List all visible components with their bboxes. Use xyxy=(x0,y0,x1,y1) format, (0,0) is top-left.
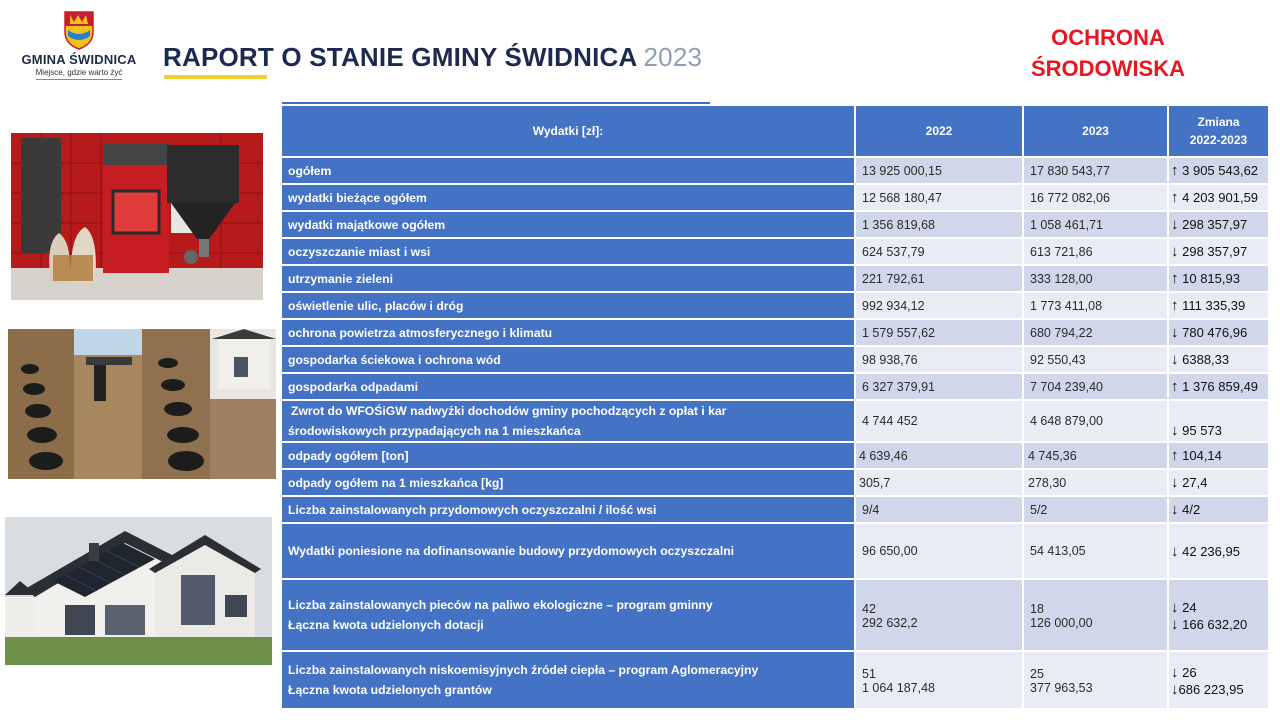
change-value: 4 203 901,59 xyxy=(1182,190,1259,205)
count-2022: 51 xyxy=(862,667,876,681)
change-cell xyxy=(1168,346,1269,373)
value-2023: 17 830 543,77 xyxy=(1023,157,1168,184)
table-row xyxy=(281,496,1269,523)
table-row-stoves xyxy=(281,579,1269,651)
arrow-icon: ↓ xyxy=(1171,216,1179,233)
table-row-agglomeration xyxy=(281,651,1269,709)
table-row xyxy=(281,469,1269,496)
value-2023: 333 128,00 xyxy=(1023,265,1168,292)
change-value: 26 xyxy=(1182,665,1197,680)
row-label: oczyszczanie miast i wsi xyxy=(281,238,855,265)
value-2022: 1 356 819,68 xyxy=(855,211,1023,238)
table-row xyxy=(281,238,1269,265)
change-cell xyxy=(1168,157,1269,184)
arrow-icon: ↑ xyxy=(1171,447,1179,464)
arrow-icon: ↓ xyxy=(1171,599,1179,616)
arrow-icon: ↓ xyxy=(1171,474,1179,491)
arrow-icon: ↓ xyxy=(1171,324,1179,341)
arrow-icon: ↑ xyxy=(1171,297,1179,314)
gmina-logo xyxy=(14,10,144,94)
page-title xyxy=(163,42,702,73)
arrow-icon: ↑ xyxy=(1171,270,1179,287)
row-label: odpady ogółem na 1 mieszkańca [kg] xyxy=(281,469,855,496)
table-row xyxy=(281,184,1269,211)
value-2022: 12 568 180,47 xyxy=(855,184,1023,211)
row-label: ochrona powietrza atmosferycznego i klimatu xyxy=(281,319,855,346)
section-title xyxy=(1010,22,1206,84)
value-2022: 624 537,79 xyxy=(855,238,1023,265)
page-title-text: RAPORT O STANIE GMINY ŚWIDNICA xyxy=(163,42,638,72)
value-2022: 1 579 557,62 xyxy=(855,319,1023,346)
count-change xyxy=(1171,599,1268,616)
change-value: 104,14 xyxy=(1182,448,1222,463)
septic-installation-photo xyxy=(8,329,276,479)
table-header-row xyxy=(281,105,1269,157)
arrow-icon: ↑ xyxy=(1171,189,1179,206)
change-cell xyxy=(1168,496,1269,523)
change-cell xyxy=(1168,651,1269,709)
value-stack xyxy=(862,661,1022,699)
count-2023: 18 xyxy=(1030,602,1044,616)
row-label: wydatki bieżące ogółem xyxy=(281,184,855,211)
column-header-change xyxy=(1168,105,1269,157)
change-cell xyxy=(1168,238,1269,265)
change-cell xyxy=(1168,373,1269,400)
change-value: 42 236,95 xyxy=(1182,543,1240,559)
table-row xyxy=(281,292,1269,319)
value-stack xyxy=(1171,593,1268,637)
table-row xyxy=(281,373,1269,400)
change-cell xyxy=(1168,292,1269,319)
row-label: oświetlenie ulic, placów i dróg xyxy=(281,292,855,319)
value-2023: 680 794,22 xyxy=(1023,319,1168,346)
amount-change xyxy=(1171,616,1268,633)
logo-divider xyxy=(36,79,122,80)
value-2023: 16 772 082,06 xyxy=(1023,184,1168,211)
row-label: gospodarka odpadami xyxy=(281,373,855,400)
logo-tagline: Miejsce, gdzie warto żyć xyxy=(35,68,123,77)
count-2023: 25 xyxy=(1030,667,1044,681)
expenditure-table xyxy=(280,104,1270,710)
arrow-icon: ↓ xyxy=(1171,616,1179,633)
change-value: 111 335,39 xyxy=(1182,298,1246,313)
boiler-stove-photo xyxy=(11,133,263,300)
amount-2023: 377 963,53 xyxy=(1030,681,1093,695)
row-label: wydatki majątkowe ogółem xyxy=(281,211,855,238)
arrow-icon: ↓ xyxy=(1171,542,1179,560)
row-label-line1: Zwrot do WFOŚiGW nadwyżki dochodów gminy pochodzących z opłat i kar xyxy=(291,404,727,418)
value-2022: 6 327 379,91 xyxy=(855,373,1023,400)
change-cell xyxy=(1168,265,1269,292)
change-value: 95 573 xyxy=(1182,423,1222,438)
value-2022 xyxy=(855,651,1023,709)
value-2023 xyxy=(1023,651,1168,709)
column-header-label: Wydatki [zł]: xyxy=(281,105,855,157)
table-row xyxy=(281,346,1269,373)
value-2022: 305,7 xyxy=(855,469,1023,496)
row-label xyxy=(281,651,855,709)
count-2022: 42 xyxy=(862,602,876,616)
coat-of-arms-icon xyxy=(62,10,96,50)
column-header-change-line2: 2022-2023 xyxy=(1189,133,1248,147)
change-cell xyxy=(1168,469,1269,496)
value-2022: 4 639,46 xyxy=(855,442,1023,469)
value-2023: 1 773 411,08 xyxy=(1023,292,1168,319)
change-cell xyxy=(1168,184,1269,211)
change-value: 298 357,97 xyxy=(1182,244,1248,259)
amount-2022: 1 064 187,48 xyxy=(862,681,935,695)
row-label-line2: środowiskowych przypadających na 1 mieszkańca xyxy=(288,424,581,438)
change-value: 6388,33 xyxy=(1182,352,1230,367)
house-solar-roof-photo xyxy=(5,517,272,665)
column-header-2023: 2023 xyxy=(1023,105,1168,157)
change-cell xyxy=(1168,523,1269,579)
change-value: 166 632,20 xyxy=(1182,617,1248,632)
row-label: odpady ogółem [ton] xyxy=(281,442,855,469)
row-label xyxy=(281,400,855,442)
row-label: ogółem xyxy=(281,157,855,184)
section-title-line1: OCHRONA xyxy=(1051,25,1165,50)
value-stack xyxy=(862,596,1022,634)
arrow-icon: ↓ xyxy=(1171,681,1179,698)
amount-change xyxy=(1171,681,1268,698)
change-cell xyxy=(1168,211,1269,238)
arrow-icon: ↓ xyxy=(1171,351,1179,368)
table-row xyxy=(281,265,1269,292)
value-2022: 13 925 000,15 xyxy=(855,157,1023,184)
value-stack xyxy=(1030,596,1167,634)
row-label: Wydatki poniesione na dofinansowanie budowy przydomowych oczyszczalni xyxy=(281,523,855,579)
section-title-line2: ŚRODOWISKA xyxy=(1031,56,1185,81)
value-2023: 7 704 239,40 xyxy=(1023,373,1168,400)
change-value: 27,4 xyxy=(1182,475,1208,490)
row-label-line1: Liczba zainstalowanych pieców na paliwo ekologiczne – program gminny xyxy=(288,598,713,612)
value-2022: 96 650,00 xyxy=(855,523,1023,579)
table-row xyxy=(281,319,1269,346)
change-cell xyxy=(1168,442,1269,469)
row-label: gospodarka ściekowa i ochrona wód xyxy=(281,346,855,373)
change-value: 24 xyxy=(1182,600,1197,615)
change-value: 3 905 543,62 xyxy=(1182,163,1259,178)
value-2022: 98 938,76 xyxy=(855,346,1023,373)
table-row xyxy=(281,211,1269,238)
value-2022 xyxy=(855,579,1023,651)
column-header-change-line1: Zmiana xyxy=(1197,115,1240,129)
change-cell xyxy=(1168,319,1269,346)
value-2023: 278,30 xyxy=(1023,469,1168,496)
row-label xyxy=(281,579,855,651)
value-2022: 4 744 452 xyxy=(855,400,1023,442)
table-row-refund xyxy=(281,400,1269,442)
arrow-icon: ↑ xyxy=(1171,162,1179,179)
table-row-subsidy xyxy=(281,523,1269,579)
change-value: 780 476,96 xyxy=(1182,325,1248,340)
value-2023 xyxy=(1023,579,1168,651)
arrow-icon: ↓ xyxy=(1171,243,1179,260)
value-2022: 992 934,12 xyxy=(855,292,1023,319)
row-label-line2: Łączna kwota udzielonych dotacji xyxy=(288,618,484,632)
column-header-2022: 2022 xyxy=(855,105,1023,157)
change-value: 298 357,97 xyxy=(1182,217,1248,232)
table-row xyxy=(281,157,1269,184)
table-row xyxy=(281,442,1269,469)
value-2023: 4 648 879,00 xyxy=(1023,400,1168,442)
arrow-icon: ↓ xyxy=(1171,422,1179,439)
row-label: utrzymanie zieleni xyxy=(281,265,855,292)
change-value: 1 376 859,49 xyxy=(1182,379,1259,394)
row-label-line2: Łączna kwota udzielonych grantów xyxy=(288,683,492,697)
value-2022: 9/4 xyxy=(855,496,1023,523)
amount-2023: 126 000,00 xyxy=(1030,616,1093,630)
arrow-icon: ↑ xyxy=(1171,378,1179,395)
value-2022: 221 792,61 xyxy=(855,265,1023,292)
value-2023: 4 745,36 xyxy=(1023,442,1168,469)
page-title-year: 2023 xyxy=(643,42,703,72)
value-2023: 5/2 xyxy=(1023,496,1168,523)
amount-2022: 292 632,2 xyxy=(862,616,918,630)
row-label-line1: Liczba zainstalowanych niskoemisyjnych źródeł ciepła – program Aglomeracyjny xyxy=(288,663,759,677)
value-2023: 92 550,43 xyxy=(1023,346,1168,373)
title-underline xyxy=(164,75,267,79)
change-value: 4/2 xyxy=(1182,502,1201,517)
value-stack xyxy=(1171,658,1268,702)
count-change xyxy=(1171,664,1268,681)
change-cell xyxy=(1168,579,1269,651)
value-2023: 54 413,05 xyxy=(1023,523,1168,579)
change-value: 10 815,93 xyxy=(1182,271,1240,286)
change-value: 686 223,95 xyxy=(1178,682,1244,697)
value-stack xyxy=(1030,661,1167,699)
arrow-icon: ↓ xyxy=(1171,501,1179,518)
logo-name: GMINA ŚWIDNICA xyxy=(21,52,137,67)
value-2023: 1 058 461,71 xyxy=(1023,211,1168,238)
change-cell xyxy=(1168,400,1269,442)
value-2023: 613 721,86 xyxy=(1023,238,1168,265)
arrow-icon: ↓ xyxy=(1171,664,1179,681)
row-label: Liczba zainstalowanych przydomowych oczyszczalni / ilość wsi xyxy=(281,496,855,523)
